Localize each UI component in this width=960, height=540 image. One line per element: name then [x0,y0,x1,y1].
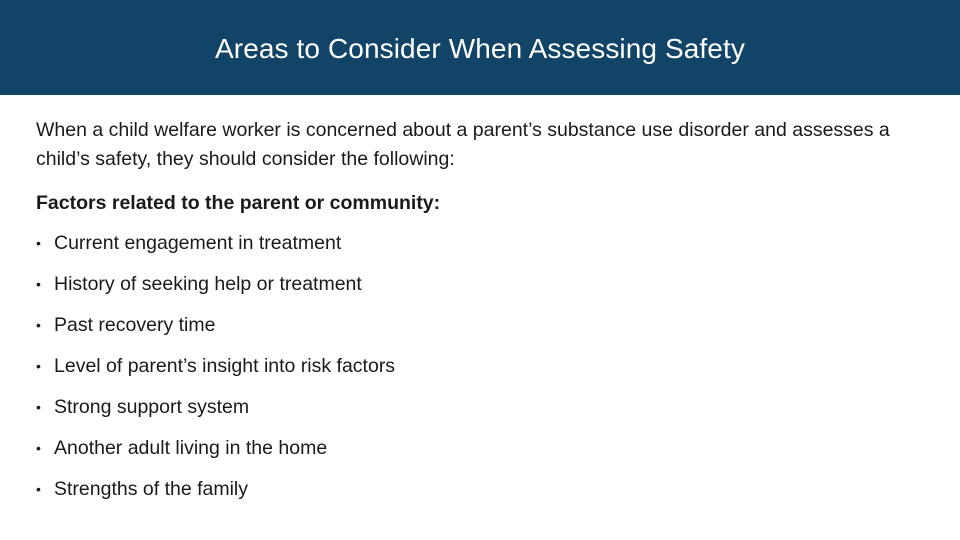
list-item [36,229,916,258]
list-item [36,393,916,422]
bullet-icon: • [36,358,41,374]
bullet-icon: • [36,399,41,415]
list-item [36,352,916,381]
list-item-text: Strengths of the family [54,478,249,500]
list-item [36,434,916,463]
bullet-icon: • [36,276,41,292]
intro-paragraph: When a child welfare worker is concerned about a parent’s substance use disorder and assesses a child’s safety, they should consider the following: [36,119,890,170]
list-item-text: Current engagement in treatment [54,232,342,254]
list-item [36,475,916,504]
bullet-icon: • [36,317,41,333]
slide-body [36,116,916,516]
title-bar [0,0,960,95]
list-item-text: Another adult living in the home [54,437,328,459]
list-item-text: History of seeking help or treatment [54,273,362,295]
factor-list [36,229,916,504]
bullet-icon: • [36,481,41,497]
bullet-icon: • [36,440,41,456]
list-item [36,270,916,299]
section-subheading: Factors related to the parent or community: [36,192,441,214]
list-item-text: Strong support system [54,396,250,418]
bullet-icon: • [36,235,41,251]
list-item-text: Past recovery time [54,314,216,336]
list-item-text: Level of parent’s insight into risk factors [54,355,396,377]
page-title: Areas to Consider When Assessing Safety [215,32,745,64]
list-item [36,311,916,340]
